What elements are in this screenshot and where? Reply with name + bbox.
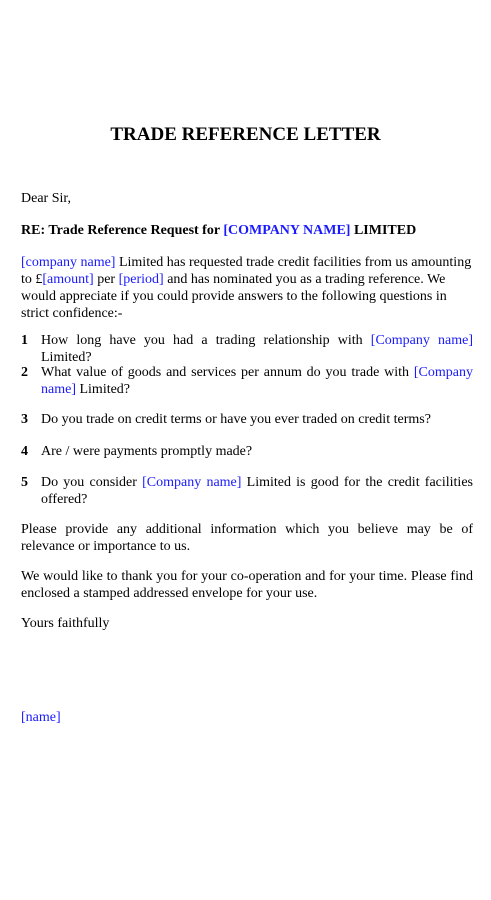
re-line bbox=[21, 222, 473, 239]
question-text-a: Are / were payments promptly made? bbox=[41, 444, 253, 459]
closing: Yours faithfully bbox=[21, 616, 110, 631]
additional-info-paragraph: Please provide any additional information which you believe may be of relevance or importance to us. bbox=[21, 522, 473, 554]
intro-paragraph bbox=[21, 254, 473, 322]
question-4 bbox=[21, 443, 473, 460]
question-text bbox=[41, 474, 473, 508]
salutation: Dear Sir, bbox=[21, 191, 71, 206]
question-text-b: Limited? bbox=[41, 350, 92, 365]
question-text-a: Do you consider bbox=[41, 475, 143, 490]
signature-name-placeholder: [name] bbox=[21, 710, 61, 725]
intro-company-placeholder: [company name] bbox=[21, 255, 116, 270]
intro-text-2: per bbox=[93, 272, 119, 287]
company-placeholder: [Company name] bbox=[142, 475, 242, 490]
question-text bbox=[41, 443, 473, 460]
question-text-a: What value of goods and services per annum do you trade with bbox=[41, 365, 414, 380]
question-number: 2 bbox=[21, 365, 28, 380]
question-number: 4 bbox=[21, 444, 28, 459]
question-text-b: Limited is good for the credit facilities offered? bbox=[41, 475, 473, 507]
question-text-a: Do you trade on credit terms or have you ever traded on credit terms? bbox=[41, 412, 431, 427]
question-text bbox=[41, 411, 473, 428]
question-5 bbox=[21, 474, 473, 508]
intro-text-3: and has nominated you as a trading reference. We would appreciate if you could provide answers to the following questions in strict confidence:- bbox=[21, 272, 447, 321]
question-text-b: Limited? bbox=[75, 382, 131, 397]
question-number: 5 bbox=[21, 475, 28, 490]
question-3 bbox=[21, 411, 473, 428]
question-text bbox=[41, 364, 473, 398]
intro-text-1: Limited has requested trade credit facilities from us amounting to £ bbox=[21, 255, 472, 287]
company-placeholder: [Company name] bbox=[370, 333, 473, 348]
question-text bbox=[41, 332, 473, 366]
re-suffix: LIMITED bbox=[350, 223, 417, 238]
question-text-a: How long have you had a trading relationship with bbox=[41, 333, 371, 348]
question-1 bbox=[21, 332, 473, 366]
re-prefix: RE: Trade Reference Request for bbox=[21, 223, 224, 238]
thanks-paragraph: We would like to thank you for your co-operation and for your time. Please find enclosed a stamped addressed envelope for your use. bbox=[21, 569, 473, 601]
company-placeholder: [Company name] bbox=[41, 365, 473, 397]
question-number: 1 bbox=[21, 333, 28, 348]
period-placeholder: [period] bbox=[118, 272, 164, 287]
question-number: 3 bbox=[21, 412, 28, 427]
question-2 bbox=[21, 364, 473, 398]
re-company-placeholder: [COMPANY NAME] bbox=[223, 223, 351, 238]
letter-title: TRADE REFERENCE LETTER bbox=[110, 124, 381, 145]
amount-placeholder: [amount] bbox=[42, 272, 94, 287]
